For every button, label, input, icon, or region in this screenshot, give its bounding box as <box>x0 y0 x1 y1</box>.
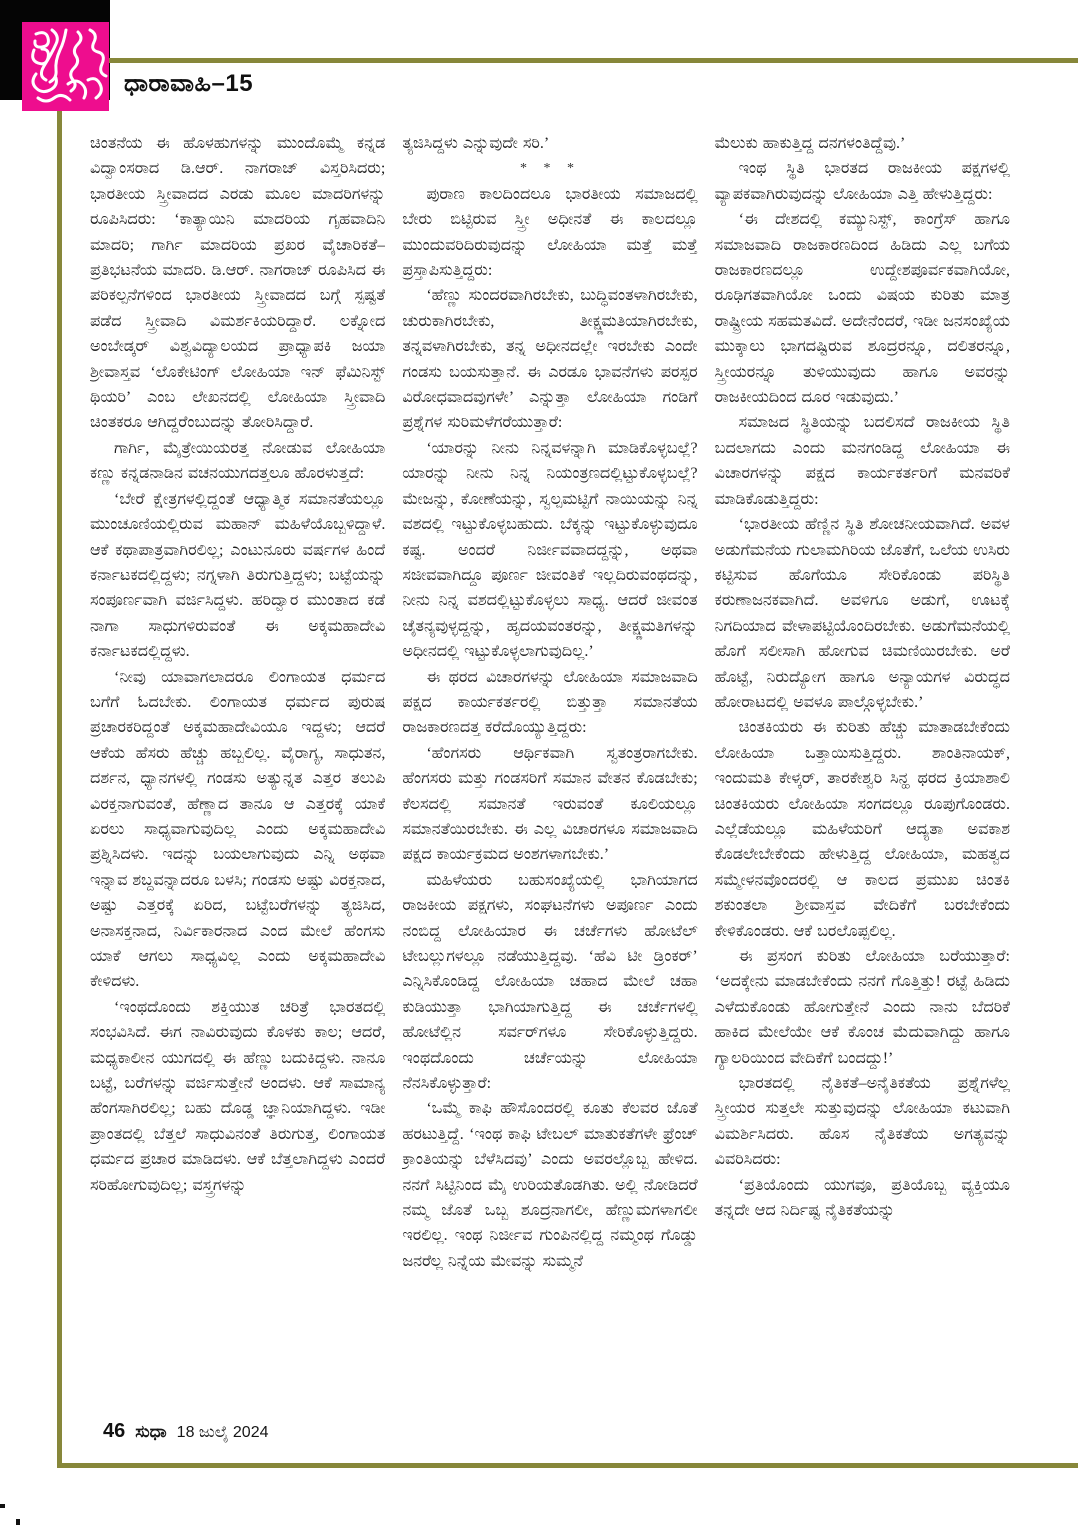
body-paragraph: ಪುರಾಣ ಕಾಲದಿಂದಲೂ ಭಾರತೀಯ ಸಮಾಜದಲ್ಲಿ ಬೇರು ಬಿಟ್ಟಿರುವ ಸ್ತ್ರೀ ಅಧೀನತೆ ಈ ಕಾಲದಲ್ಲೂ ಮುಂದುವರಿದಿರುವುದನ್ನು ಲೋಹಿಯಾ ಮತ್ತೆ ಮತ್ತೆ ಪ್ರಸ್ತಾಪಿಸುತ್ತಿದ್ದರು: <box>402 185 698 280</box>
body-paragraph: ‘ಹೆಣ್ಣು ಸುಂದರವಾಗಿರಬೇಕು, ಬುದ್ಧಿವಂತಳಾಗಿರಬೇಕು, ಚುರುಕಾಗಿರಬೇಕು, ತೀಕ್ಷ್ಣಮತಿಯಾಗಿರಬೇಕು, ತನ್ನವಳಾಗಿರಬೇಕು, ತನ್ನ ಅಧೀನದಲ್ಲೇ ಇರಬೇಕು ಎಂದೇ ಗಂಡಸು ಬಯಸುತ್ತಾನೆ. ಈ ಎರಡೂ ಭಾವನೆಗಳು ಪರಸ್ಪರ ವಿರೋಧವಾದವುಗಳೇ’ ಎನ್ನುತ್ತಾ ಲೋಹಿಯಾ ಗಂಡಿಗೆ ಪ್ರಶ್ನೆಗಳ ಸುರಿಮಳೆಗರೆಯುತ್ತಾರೆ: <box>402 287 698 432</box>
registration-mark <box>0 1504 5 1508</box>
text-column <box>715 131 1010 1411</box>
body-paragraph: ಮೆಲುಕು ಹಾಕುತ್ತಿದ್ದ ದನಗಳಂತಿದ್ದೆವು.’ <box>714 135 906 152</box>
registration-mark <box>16 1519 20 1525</box>
magazine-name: ಸುಧಾ <box>135 1422 167 1441</box>
article-columns <box>90 131 1010 1411</box>
text-column <box>402 131 697 1411</box>
maze-doodle-icon <box>22 22 109 111</box>
body-paragraph: ‘ಹೆಂಗಸರು ಆರ್ಥಿಕವಾಗಿ ಸ್ವತಂತ್ರರಾಗಬೇಕು. ಹೆಂಗಸರು ಮತ್ತು ಗಂಡಸರಿಗೆ ಸಮಾನ ವೇತನ ಕೊಡಬೇಕು; ಕೆಲಸದಲ್ಲಿ ಸಮಾನತೆ ಇರುವಂತೆ ಕೂಲಿಯಲ್ಲೂ ಸಮಾನತೆಯಿರಬೇಕು. ಈ ಎಲ್ಲ ವಿಚಾರಗಳೂ ಸಮಾಜವಾದಿ ಪಕ್ಷದ ಕಾರ್ಯಕ್ರಮದ ಅಂಶಗಳಾಗಬೇಕು.’ <box>402 744 698 864</box>
text-column <box>90 131 385 1411</box>
body-paragraph: ‘ಬೇರೆ ಕ್ಷೇತ್ರಗಳಲ್ಲಿದ್ದಂತೆ ಆಧ್ಯಾತ್ಮಿಕ ಸಮಾನತೆಯಲ್ಲೂ ಮುಂಚೂಣಿಯಲ್ಲಿರುವ ಮಹಾನ್ ಮಹಿಳೆಯೊಬ್ಬಳಿದ್ದಾಳೆ. ಆಕೆ ಕಥಾಪಾತ್ರವಾಗಿರಲಿಲ್ಲ; ಎಂಟುನೂರು ವರ್ಷಗಳ ಹಿಂದೆ ಕರ್ನಾಟಕದಲ್ಲಿದ್ದಳು; ನಗ್ನಳಾಗಿ ತಿರುಗುತ್ತಿದ್ದಳು; ಬಟ್ಟೆಯನ್ನು ಸಂಪೂರ್ಣವಾಗಿ ವರ್ಜಿಸಿದ್ದಳು. ಹರಿದ್ವಾರ ಮುಂತಾದ ಕಡೆ ನಾಗಾ ಸಾಧುಗಳಿರುವಂತೆ ಈ ಅಕ್ಕಮಹಾದೇವಿ ಕರ್ನಾಟಕದಲ್ಲಿದ್ದಳು. <box>90 490 386 661</box>
body-paragraph: ಮಹಿಳೆಯರು ಬಹುಸಂಖ್ಯೆಯಲ್ಲಿ ಭಾಗಿಯಾಗದ ರಾಜಕೀಯ ಪಕ್ಷಗಳು, ಸಂಘಟನೆಗಳು ಅಪೂರ್ಣ ಎಂದು ನಂಬಿದ್ದ ಲೋಹಿಯಾರ ಈ ಚರ್ಚೆಗಳು ಹೋಟೆಲ್ ಟೇಬಲ್ಲುಗಳಲ್ಲೂ ನಡೆಯುತ್ತಿದ್ದವು. ‘ಹೆವಿ ಟೀ ಡ್ರಿಂಕರ್’ ಎನ್ನಿಸಿಕೊಂಡಿದ್ದ ಲೋಹಿಯಾ ಚಹಾದ ಮೇಲೆ ಚಹಾ ಕುಡಿಯುತ್ತಾ ಭಾಗಿಯಾಗುತ್ತಿದ್ದ ಈ ಚರ್ಚೆಗಳಲ್ಲಿ ಹೋಟೆಲ್ಲಿನ ಸರ್ವರ್‌ಗಳೂ ಸೇರಿಕೊಳ್ಳುತ್ತಿದ್ದರು. ಇಂಥದೊಂದು ಚರ್ಚೆಯನ್ನು ಲೋಹಿಯಾ ನೆನಸಿಕೊಳ್ಳುತ್ತಾರೆ: <box>402 871 698 1093</box>
magazine-logo <box>22 22 109 111</box>
left-border-rule <box>57 60 62 1468</box>
footer-folio <box>103 1420 269 1443</box>
body-paragraph: ‘ಇಂಥದೊಂದು ಶಕ್ತಿಯುತ ಚರಿತ್ರೆ ಭಾರತದಲ್ಲಿ ಸಂಭವಿಸಿದೆ. ಈಗ ನಾವಿರುವುದು ಕೊಳಕು ಕಾಲ; ಆದರೆ, ಮಧ್ಯಕಾಲೀನ ಯುಗದಲ್ಲಿ ಈ ಹೆಣ್ಣು ಬದುಕಿದ್ದಳು. ನಾನೂ ಬಟ್ಟೆ, ಬರೆಗಳನ್ನು ವರ್ಜಿಸುತ್ತೇನೆ ಅಂದಳು. ಆಕೆ ಸಾಮಾನ್ಯ ಹೆಂಗಸಾಗಿರಲಿಲ್ಲ; ಬಹು ದೊಡ್ಡ ಜ್ಞಾನಿಯಾಗಿದ್ದಳು. ಇಡೀ ಪ್ರಾಂತದಲ್ಲಿ ಬೆತ್ತಲೆ ಸಾಧುವಿನಂತೆ ತಿರುಗುತ್ತ, ಲಿಂಗಾಯತ ಧರ್ಮದ ಪ್ರಚಾರ ಮಾಡಿದಳು. ಆಕೆ ಬೆತ್ತಲಾಗಿದ್ದಳು ಎಂದರೆ ಸರಿಹೋಗುವುದಿಲ್ಲ; ವಸ್ತ್ರಗಳನ್ನು <box>90 998 386 1194</box>
body-paragraph: ಈ ಪ್ರಸಂಗ ಕುರಿತು ಲೋಹಿಯಾ ಬರೆಯುತ್ತಾರೆ: ‘ಅದಕ್ಕೇನು ಮಾಡಬೇಕೆಂದು ನನಗೆ ಗೊತ್ತಿತ್ತು! ರಟ್ಟೆ ಹಿಡಿದು ಎಳೆದುಕೊಂಡು ಹೋಗುತ್ತೇನೆ ಎಂದು ನಾನು ಬೆದರಿಕೆ ಹಾಕಿದ ಮೇಲೆಯೇ ಆಕೆ ಕೊಂಚ ಮೆದುವಾಗಿದ್ದು ಹಾಗೂ ಗ್ಯಾಲರಿಯಿಂದ ವೇದಿಕೆಗೆ ಬಂದದ್ದು!’ <box>714 948 1010 1067</box>
body-paragraph: ‘ಪ್ರತಿಯೊಂದು ಯುಗವೂ, ಪ್ರತಿಯೊಬ್ಬ ವ್ಯಕ್ತಿಯೂ ತನ್ನದೇ ಆದ ನಿರ್ದಿಷ್ಟ ನೈತಿಕತೆಯನ್ನು <box>714 1176 1010 1220</box>
body-paragraph: ಭಾರತದಲ್ಲಿ ನೈತಿಕತೆ–ಅನೈತಿಕತೆಯ ಪ್ರಶ್ನೆಗಳೆಲ್ಲ ಸ್ತ್ರೀಯರ ಸುತ್ತಲೇ ಸುತ್ತುವುದನ್ನು ಲೋಹಿಯಾ ಕಟುವಾಗಿ ವಿಮರ್ಶಿಸಿದರು. ಹೊಸ ನೈತಿಕತೆಯ ಅಗತ್ಯವನ್ನು ವಿವರಿಸಿದರು: <box>714 1075 1010 1169</box>
body-paragraph: ‘ಈ ದೇಶದಲ್ಲಿ ಕಮ್ಯುನಿಸ್ಟ್, ಕಾಂಗ್ರೆಸ್ ಹಾಗೂ ಸಮಾಜವಾದಿ ರಾಜಕಾರಣದಿಂದ ಹಿಡಿದು ಎಲ್ಲ ಬಗೆಯ ರಾಜಕಾರಣದಲ್ಲೂ ಉದ್ದೇಶಪೂರ್ವಕವಾಗಿಯೋ, ರೂಢಿಗತವಾಗಿಯೋ ಒಂದು ವಿಷಯ ಕುರಿತು ಮಾತ್ರ ರಾಷ್ಟ್ರೀಯ ಸಹಮತವಿದೆ. ಅದೇನೆಂದರೆ, ಇಡೀ ಜನಸಂಖ್ಯೆಯ ಮುಕ್ಕಾಲು ಭಾಗದಷ್ಟಿರುವ ಶೂದ್ರರನ್ನೂ, ದಲಿತರನ್ನೂ, ಸ್ತ್ರೀಯರನ್ನೂ ತುಳಿಯುವುದು ಹಾಗೂ ಅವರನ್ನು ರಾಜಕೀಯದಿಂದ ದೂರ ಇಡುವುದು.’ <box>714 211 1010 407</box>
body-paragraph: ಚಿಂತಕಿಯರು ಈ ಕುರಿತು ಹೆಚ್ಚು ಮಾತಾಡಬೇಕೆಂದು ಲೋಹಿಯಾ ಒತ್ತಾಯಿಸುತ್ತಿದ್ದರು. ಶಾಂತಿನಾಯಕ್, ಇಂದುಮತಿ ಕೇಳ್ಕರ್, ತಾರಕೇಶ್ವರಿ ಸಿನ್ಹ ಥರದ ಕ್ರಿಯಾಶಾಲಿ ಚಿಂತಕಿಯರು ಲೋಹಿಯಾ ಸಂಗದಲ್ಲೂ ರೂಪುಗೊಂಡರು. ಎಲ್ಲೆಡೆಯಲ್ಲೂ ಮಹಿಳೆಯರಿಗೆ ಆದ್ಯತಾ ಅವಕಾಶ ಕೊಡಲೇಬೇಕೆಂದು ಹೇಳುತ್ತಿದ್ದ ಲೋಹಿಯಾ, ಮಹತ್ವದ ಸಮ್ಮೇಳನವೊಂದರಲ್ಲಿ ಆ ಕಾಲದ ಪ್ರಮುಖ ಚಿಂತಕಿ ಶಕುಂತಲಾ ಶ್ರೀವಾಸ್ತವ ವೇದಿಕೆಗೆ ಬರಬೇಕೆಂದು ಕೇಳಿಕೊಂಡರು. ಆಕೆ ಬರಲೊಪ್ಪಲಿಲ್ಲ. <box>714 719 1010 940</box>
body-paragraph: ಸಮಾಜದ ಸ್ಥಿತಿಯನ್ನು ಬದಲಿಸದೆ ರಾಜಕೀಯ ಸ್ಥಿತಿ ಬದಲಾಗದು ಎಂದು ಮನಗಂಡಿದ್ದ ಲೋಹಿಯಾ ಈ ವಿಚಾರಗಳನ್ನು ಪಕ್ಷದ ಕಾರ್ಯಕರ್ತರಿಗೆ ಮನವರಿಕೆ ಮಾಡಿಕೊಡುತ್ತಿದ್ದರು: <box>714 414 1010 508</box>
body-paragraph: ಈ ಥರದ ವಿಚಾರಗಳನ್ನು ಲೋಹಿಯಾ ಸಮಾಜವಾದಿ ಪಕ್ಷದ ಕಾರ್ಯಕರ್ತರಲ್ಲಿ ಬಿತ್ತುತ್ತಾ ಸಮಾನತೆಯ ರಾಜಕಾರಣದತ್ತ ಕರೆದೊಯ್ಯುತ್ತಿದ್ದರು: <box>402 668 698 737</box>
body-paragraph: ‘ಭಾರತೀಯ ಹೆಣ್ಣಿನ ಸ್ಥಿತಿ ಶೋಚನೀಯವಾಗಿದೆ. ಅವಳ ಅಡುಗೆಮನೆಯ ಗುಲಾಮಗಿರಿಯ ಜೊತೆಗೆ, ಒಲೆಯ ಉಸಿರು ಕಟ್ಟಿಸುವ ಹೊಗೆಯೂ ಸೇರಿಕೊಂಡು ಪರಿಸ್ಥಿತಿ ಕರುಣಾಜನಕವಾಗಿದೆ. ಅವಳಿಗೂ ಅಡುಗೆ, ಊಟಕ್ಕೆ ನಿಗದಿಯಾದ ವೇಳಾಪಟ್ಟಿಯೊಂದಿರಬೇಕು. ಅಡುಗೆಮನೆಯಲ್ಲಿ ಹೊಗೆ ಸಲೀಸಾಗಿ ಹೋಗುವ ಚಿಮಣಿಯಿರಬೇಕು. ಅರೆ ಹೊಟ್ಟೆ, ನಿರುದ್ಯೋಗ ಹಾಗೂ ಅನ್ಯಾಯಗಳ ವಿರುದ್ಧದ ಹೋರಾಟದಲ್ಲಿ ಅವಳೂ ಪಾಲ್ಗೊಳ್ಳಬೇಕು.’ <box>714 516 1010 711</box>
body-paragraph: ‘ಒಮ್ಮೆ ಕಾಫಿ ಹೌಸೊಂದರಲ್ಲಿ ಕೂತು ಕೆಲವರ ಜೊತೆ ಹರಟುತ್ತಿದ್ದೆ. ‘ಇಂಥ ಕಾಫಿ ಟೇಬಲ್ ಮಾತುಕತೆಗಳೇ ಫ್ರೆಂಚ್ ಕ್ರಾಂತಿಯನ್ನು ಬೆಳೆಸಿದವು’ ಎಂದು ಅವರಲ್ಲೊಬ್ಬ ಹೇಳಿದ. ನನಗೆ ಸಿಟ್ಟಿನಿಂದ ಮೈ ಉರಿಯತೊಡಗಿತು. ಅಲ್ಲಿ ನೋಡಿದರೆ ನಮ್ಮ ಜೊತೆ ಒಬ್ಬ ಶೂದ್ರನಾಗಲೀ, ಹೆಣ್ಣುಮಗಳಾಗಲೀ ಇರಲಿಲ್ಲ. ಇಂಥ ನಿರ್ಜೀವ ಗುಂಪಿನಲ್ಲಿದ್ದ ನಮ್ಮಂಥ ಗೊಡ್ಡು ಜನರೆಲ್ಲ ನಿನ್ನೆಯ ಮೇವನ್ನು ಸುಮ್ಮನೆ <box>402 1100 698 1270</box>
body-paragraph: ಗಾರ್ಗಿ, ಮೈತ್ರೇಯಿಯರತ್ತ ನೋಡುವ ಲೋಹಿಯಾ ಕಣ್ಣು ಕನ್ನಡನಾಡಿನ ವಚನಯುಗದತ್ತಲೂ ಹೊರಳುತ್ತದೆ: <box>90 439 386 483</box>
page-number: 46 <box>103 1420 126 1442</box>
section-separator: * * * <box>519 161 580 177</box>
body-paragraph: ತ್ಯಜಿಸಿದ್ದಳು ಎನ್ನುವುದೇ ಸರಿ.’ <box>402 135 550 152</box>
body-paragraph: ಇಂಥ ಸ್ಥಿತಿ ಭಾರತದ ರಾಜಕೀಯ ಪಕ್ಷಗಳಲ್ಲಿ ವ್ಯಾಪಕವಾಗಿರುವುದನ್ನು ಲೋಹಿಯಾ ಎತ್ತಿ ಹೇಳುತ್ತಿದ್ದರು: <box>714 160 1010 203</box>
bottom-border-rule <box>57 1463 1078 1468</box>
body-paragraph: ‘ನೀವು ಯಾವಾಗಲಾದರೂ ಲಿಂಗಾಯತ ಧರ್ಮದ ಬಗೆಗೆ ಓದಬೇಕು. ಲಿಂಗಾಯತ ಧರ್ಮದ ಪುರುಷ ಪ್ರಚಾರಕರಿದ್ದಂತೆ ಅಕ್ಕಮಹಾದೇವಿಯೂ ಇದ್ದಳು; ಆದರೆ ಆಕೆಯ ಹೆಸರು ಹೆಚ್ಚು ಹಬ್ಬಲಿಲ್ಲ. ವೈರಾಗ್ಯ, ಸಾಧುತನ, ದರ್ಶನ, ಧ್ಯಾನಗಳಲ್ಲಿ ಗಂಡಸು ಅತ್ಯುನ್ನತ ಎತ್ತರ ತಲುಪಿ ವಿರಕ್ತನಾಗುವಂತೆ, ಹೆಣ್ಣಾದ ತಾನೂ ಆ ಎತ್ತರಕ್ಕೆ ಯಾಕೆ ಏರಲು ಸಾಧ್ಯವಾಗುವುದಿಲ್ಲ ಎಂದು ಅಕ್ಕಮಹಾದೇವಿ ಪ್ರಶ್ನಿಸಿದಳು. ಇದನ್ನು ಬಯಲಾಗುವುದು ಎನ್ನಿ ಅಥವಾ ಇನ್ನಾವ ಶಬ್ದವನ್ನಾದರೂ ಬಳಸಿ; ಗಂಡಸು ಅಷ್ಟು ವಿರಕ್ತನಾದ, ಅಷ್ಟು ಎತ್ತರಕ್ಕೆ ಏರಿದ, ಬಟ್ಟೆಬರೆಗಳನ್ನು ತ್ಯಜಿಸಿದ, ಅನಾಸಕ್ತನಾದ, ನಿರ್ವಿಕಾರನಾದ ಎಂದ ಮೇಲೆ ಹೆಂಗಸು ಯಾಕೆ ಆಗಲು ಸಾಧ್ಯವಿಲ್ಲ ಎಂದು ಅಕ್ಕಮಹಾದೇವಿ ಕೇಳಿದಳು. <box>90 668 386 991</box>
serial-header-title: ಧಾರಾವಾಹಿ–15 <box>124 70 254 97</box>
top-border-rule <box>106 58 1078 63</box>
body-paragraph: ‘ಯಾರನ್ನು ನೀನು ನಿನ್ನವಳನ್ನಾಗಿ ಮಾಡಿಕೊಳ್ಳಬಲ್ಲೆ? ಯಾರನ್ನು ನೀನು ನಿನ್ನ ನಿಯಂತ್ರಣದಲ್ಲಿಟ್ಟುಕೊಳ್ಳಬಲ್ಲೆ? ಮೇಜನ್ನು, ಕೋಣೆಯನ್ನು, ಸ್ವಲ್ಪಮಟ್ಟಿಗೆ ನಾಯಿಯನ್ನು ನಿನ್ನ ವಶದಲ್ಲಿ ಇಟ್ಟುಕೊಳ್ಳಬಹುದು. ಬೆಕ್ಕನ್ನು ಇಟ್ಟುಕೊಳ್ಳುವುದೂ ಕಷ್ಟ. ಅಂದರೆ ನಿರ್ಜೀವವಾದದ್ದನ್ನು, ಅಥವಾ ಸಜೀವವಾಗಿದ್ದೂ ಪೂರ್ಣ ಜೀವಂತಿಕೆ ಇಲ್ಲದಿರುವಂಥದನ್ನು, ನೀನು ನಿನ್ನ ವಶದಲ್ಲಿಟ್ಟುಕೊಳ್ಳಲು ಸಾಧ್ಯ. ಆದರೆ ಜೀವಂತ ಚೈತನ್ಯವುಳ್ಳದ್ದನ್ನು, ಹೃದಯವಂತರನ್ನು, ತೀಕ್ಷ್ಣಮತಿಗಳನ್ನು ಅಧೀನದಲ್ಲಿ ಇಟ್ಟುಕೊಳ್ಳಲಾಗುವುದಿಲ್ಲ.’ <box>402 439 698 661</box>
issue-date: 18 ಜುಲೈ 2024 <box>176 1424 269 1441</box>
body-paragraph: ಚಿಂತನೆಯ ಈ ಹೊಳಹುಗಳನ್ನು ಮುಂದೊಮ್ಮೆ ಕನ್ನಡ ವಿದ್ವಾಂಸರಾದ ಡಿ.ಆರ್. ನಾಗರಾಜ್ ವಿಸ್ತರಿಸಿದರು; ಭಾರತೀಯ ಸ್ತ್ರೀವಾದದ ಎರಡು ಮೂಲ ಮಾದರಿಗಳನ್ನು ರೂಪಿಸಿದರು: ‘ಕಾತ್ಯಾಯಿನಿ ಮಾದರಿಯ ಗೃಹವಾದಿನಿ ಮಾದರಿ; ಗಾರ್ಗಿ ಮಾದರಿಯ ಪ್ರಖರ ವೈಚಾರಿಕತೆ–ಪ್ರತಿಭಟನೆಯ ಮಾದರಿ. ಡಿ.ಆರ್. ನಾಗರಾಜ್ ರೂಪಿಸಿದ ಈ ಪರಿಕಲ್ಪನೆಗಳಿಂದ ಭಾರತೀಯ ಸ್ತ್ರೀವಾದದ ಬಗ್ಗೆ ಸ್ಪಷ್ಟತೆ ಪಡೆದ ಸ್ತ್ರೀವಾದಿ ವಿಮರ್ಶಕಿಯರಿದ್ದಾರೆ. ಲಕ್ನೋದ ಅಂಬೇಡ್ಕರ್ ವಿಶ್ವವಿದ್ಯಾಲಯದ ಪ್ರಾಧ್ಯಾಪಕಿ ಜಯಾ ಶ್ರೀವಾಸ್ತವ ‘ಲೊಕೇಟಿಂಗ್ ಲೋಹಿಯಾ ಇನ್ ಫೆಮಿನಿಸ್ಟ್ ಥಿಯರಿ’ ಎಂಬ ಲೇಖನದಲ್ಲಿ ಲೋಹಿಯಾ ಸ್ತ್ರೀವಾದಿ ಚಿಂತಕರೂ ಆಗಿದ್ದರೆಂಬುದನ್ನು ತೋರಿಸಿದ್ದಾರೆ. <box>90 135 386 432</box>
